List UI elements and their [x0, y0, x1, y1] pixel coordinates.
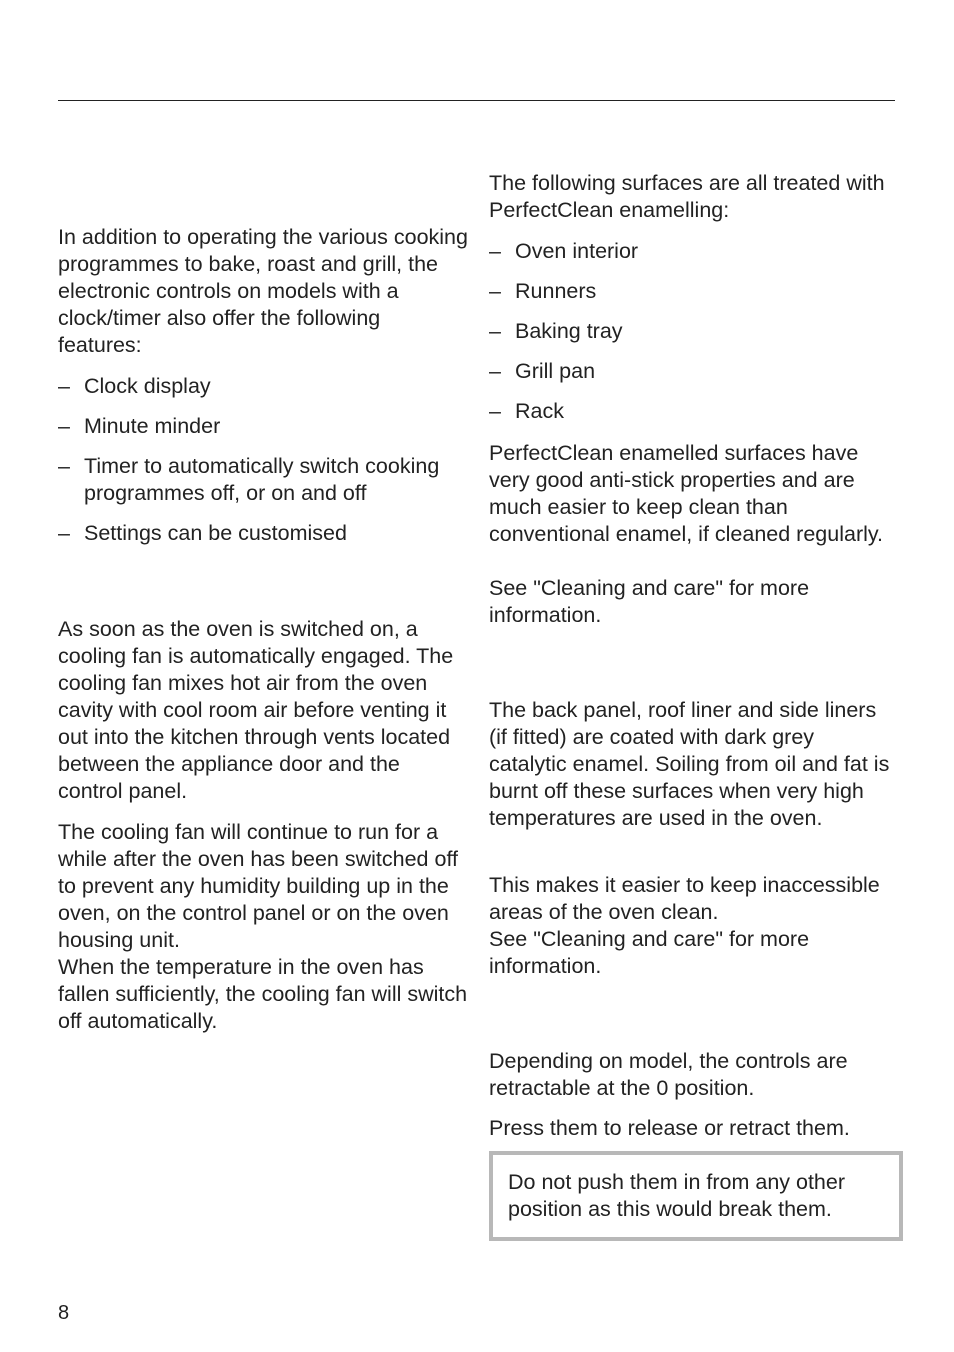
- perfectclean-paragraph-2: See "Cleaning and care" for more information.: [489, 576, 810, 627]
- list-item: – Rack: [489, 399, 564, 423]
- features-list: [58, 373, 468, 560]
- warning-box: [489, 1151, 903, 1241]
- perfectclean-intro: The following surfaces are all treated with PerfectClean enamelling:: [489, 171, 885, 222]
- page-number: 8: [58, 1302, 70, 1324]
- controls-paragraph-1: Depending on model, the controls are retractable at the 0 position.: [489, 1049, 848, 1100]
- perfectclean-list: [489, 238, 899, 438]
- list-item: – Oven interior: [489, 239, 639, 263]
- cooling-fan-paragraph-2: The cooling fan will continue to run for a while after the oven has been switched off to prevent any humidity building up in the oven, on the control panel or on the oven housing unit.: [58, 820, 458, 952]
- list-item: – Baking tray: [489, 319, 623, 343]
- dash-icon: –: [489, 359, 501, 383]
- catalytic-paragraph-2: This makes it easier to keep inaccessible areas of the oven clean.: [489, 873, 880, 924]
- list-item: – Timer to automatically switch cooking programmes off, or on and off: [58, 454, 440, 505]
- dash-icon: –: [489, 239, 501, 263]
- features-intro: In addition to operating the various cooking programmes to bake, roast and grill, the electronic controls on models with a clock/timer also offer the following features:: [58, 225, 468, 357]
- dash-icon: –: [58, 374, 70, 398]
- cooling-fan-paragraph-3: When the temperature in the oven has fallen sufficiently, the cooling fan will switch off automatically.: [58, 955, 468, 1033]
- dash-icon: –: [58, 454, 70, 478]
- header-rule: [58, 100, 895, 101]
- list-item: – Runners: [489, 279, 597, 303]
- catalytic-paragraph-3: See "Cleaning and care" for more information.: [489, 927, 810, 978]
- cooling-fan-paragraph-1: As soon as the oven is switched on, a cooling fan is automatically engaged. The cooling fan mixes hot air from the oven cavity with cool room air before venting it out into the kitchen through vents located between the appliance door and the control panel.: [58, 617, 454, 803]
- dash-icon: –: [489, 319, 501, 343]
- dash-icon: –: [489, 279, 501, 303]
- list-item: – Grill pan: [489, 359, 596, 383]
- dash-icon: –: [489, 399, 501, 423]
- warning-text: Do not push them in from any other position as this would break them.: [508, 1170, 846, 1221]
- catalytic-paragraph-1: The back panel, roof liner and side liners (if fitted) are coated with dark grey catalytic enamel. Soiling from oil and fat is burnt off these surfaces when very high temperatures are used in the oven.: [489, 698, 890, 830]
- dash-icon: –: [58, 414, 70, 438]
- list-item: – Settings can be customised: [58, 521, 347, 545]
- controls-paragraph-2: Press them to release or retract them.: [489, 1116, 850, 1140]
- list-item: – Clock display: [58, 374, 211, 398]
- perfectclean-paragraph-1: PerfectClean enamelled surfaces have very good anti-stick properties and are much easier to keep clean than conventional enamel, if cleaned regularly.: [489, 441, 884, 546]
- list-item: – Minute minder: [58, 414, 221, 438]
- dash-icon: –: [58, 521, 70, 545]
